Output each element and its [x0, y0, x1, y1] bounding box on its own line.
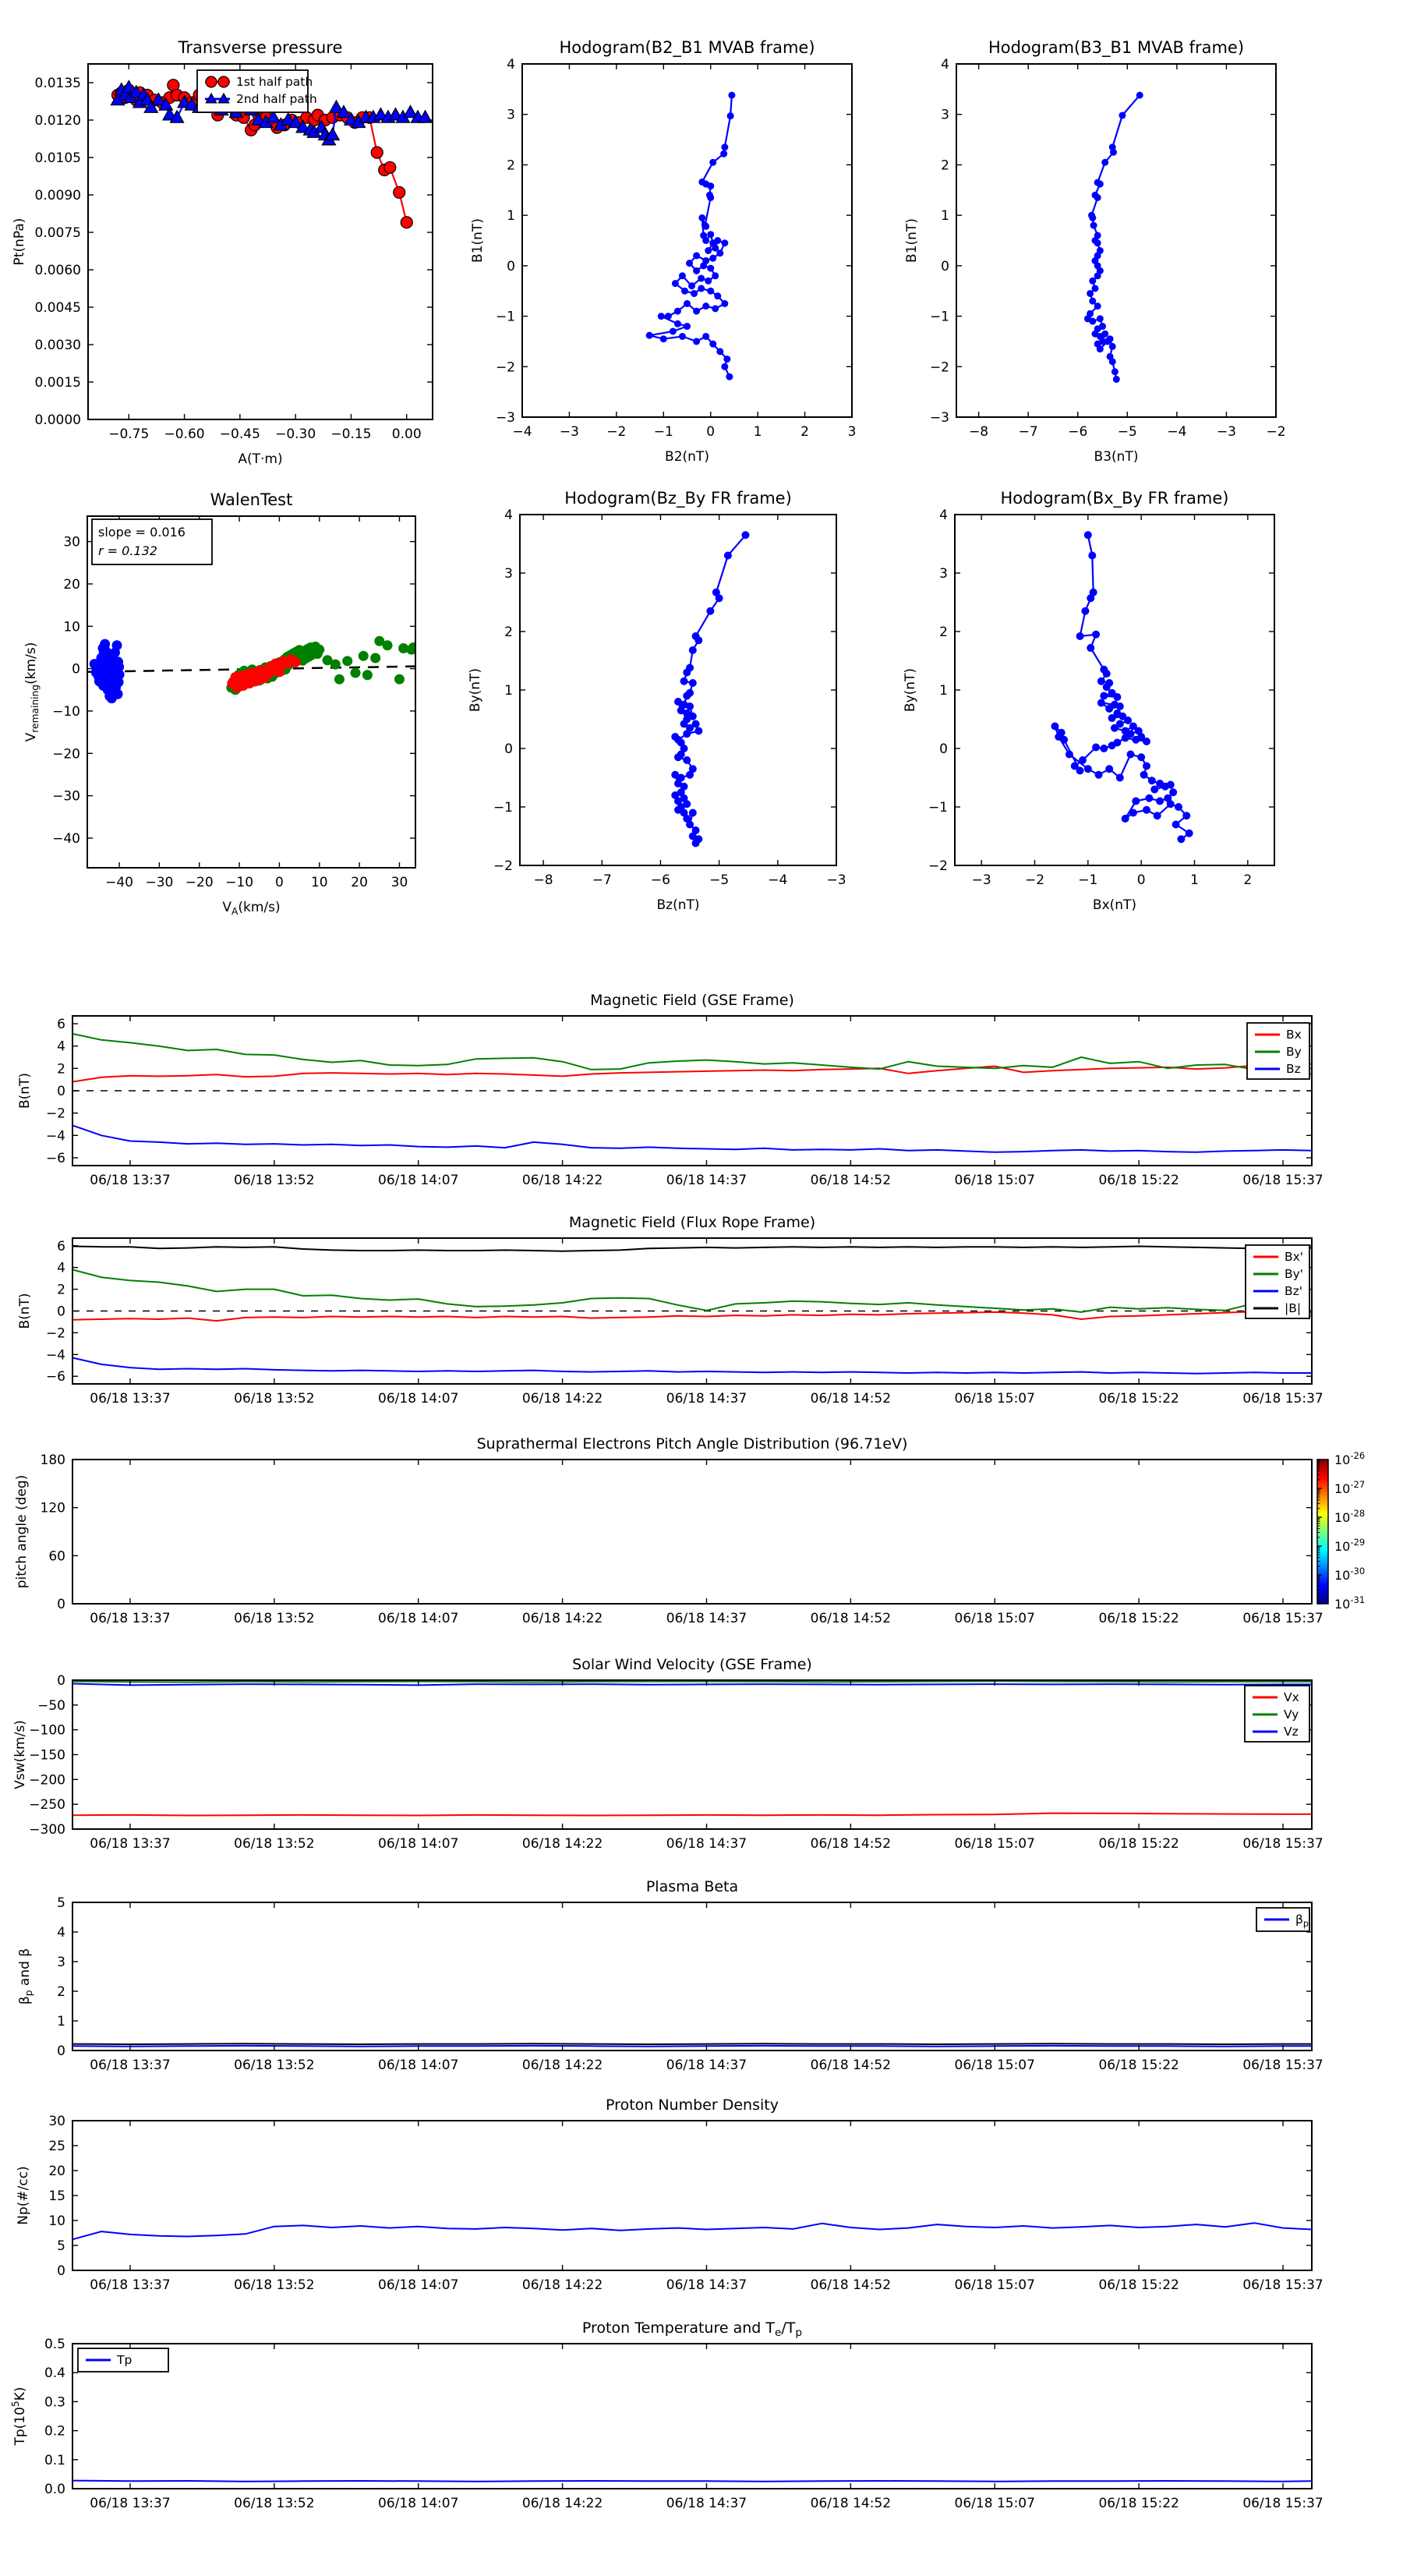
y-tick-label: 25: [48, 2139, 65, 2154]
x-tick-label: 06/18 15:22: [1098, 2058, 1179, 2073]
x-tick-label: 06/18 15:07: [954, 1611, 1035, 1626]
x-tick-label: 06/18 14:22: [521, 2277, 603, 2293]
y-tick-label: −1: [493, 800, 513, 816]
legend-label: Vz: [1284, 1725, 1299, 1739]
y-tick-label: 0.4: [44, 2365, 65, 2382]
y-tick-label: 3: [941, 107, 949, 123]
y-tick-label: 2: [941, 157, 949, 174]
y-tick-label: −1: [928, 800, 948, 816]
y-tick-label: 0: [57, 1084, 65, 1099]
x-tick-label: 06/18 13:52: [234, 2496, 315, 2511]
y-tick-label: −150: [29, 1747, 65, 1764]
x-tick-label: 06/18 15:22: [1098, 1391, 1179, 1407]
panel-proton-density: [16, 2097, 1323, 2293]
y-tick-label: −6: [45, 1150, 65, 1166]
plasma-beta-title: Plasma Beta: [645, 1878, 739, 1895]
y-tick-label: −1: [929, 309, 949, 325]
y-tick-label: 0.0030: [34, 338, 81, 353]
y-tick-label: 4: [57, 1925, 65, 1941]
x-tick-label: 06/18 14:37: [666, 1391, 747, 1407]
x-tick-label: 06/18 13:37: [90, 1836, 171, 1852]
x-tick-label: −2: [1024, 872, 1045, 888]
hodogram-b2-b1-title: Hodogram(B2_B1 MVAB frame): [559, 38, 815, 57]
hodogram-bx-by-title: Hodogram(Bx_By FR frame): [1000, 489, 1229, 508]
colorbar: [1317, 1450, 1365, 1612]
x-tick-label: 06/18 15:37: [1242, 1391, 1323, 1407]
series-Vz: [72, 1684, 1312, 1686]
proton-temperature-title: Proton Temperature and $T_e/T_p$: [581, 2319, 803, 2339]
y-tick-label: 0.0075: [34, 225, 81, 241]
legend-label: Bx': [1285, 1250, 1304, 1264]
y-tick-label: −40: [52, 830, 80, 847]
x-tick-label: 3: [847, 424, 857, 440]
series-Tp: [72, 2481, 1312, 2482]
y-tick-label: 5: [57, 2238, 65, 2254]
x-tick-label: −0.75: [108, 426, 150, 442]
y-tick-label: 20: [48, 2164, 65, 2179]
y-tick-label: 4: [57, 1260, 65, 1276]
x-tick-label: −1: [653, 424, 673, 440]
panel-pitch-angle: [14, 1435, 1365, 1626]
x-tick-label: −7: [592, 872, 612, 888]
legend-label: 1st half path: [236, 75, 313, 89]
y-tick-label: −3: [929, 410, 949, 426]
y-tick-label: 0.1: [44, 2452, 65, 2468]
x-tick-label: 06/18 13:52: [234, 1611, 315, 1626]
y-axis-label: pitch angle (deg): [14, 1474, 30, 1589]
y-tick-label: 0.0015: [34, 375, 81, 391]
y-tick-label: 2: [507, 157, 515, 174]
legend: [1256, 1908, 1309, 1931]
x-tick-label: 06/18 14:22: [521, 1391, 603, 1407]
x-tick-label: 06/18 13:52: [234, 2058, 315, 2073]
x-tick-label: −5: [1117, 424, 1137, 440]
y-axis-label: Vsw(km/s): [12, 1720, 28, 1789]
legend-label: Bz: [1286, 1062, 1301, 1076]
y-tick-label: 1: [939, 683, 948, 699]
y-tick-label: 0: [941, 258, 949, 274]
y-tick-label: −2: [493, 858, 513, 874]
y-axis-label: Np(#/cc): [16, 2166, 31, 2225]
x-tick-label: 06/18 14:37: [666, 1173, 747, 1188]
x-tick-label: 06/18 14:37: [666, 2277, 747, 2293]
y-tick-label: 3: [939, 566, 948, 582]
x-tick-label: −20: [185, 875, 214, 890]
x-tick-label: 06/18 14:07: [378, 1836, 459, 1852]
legend-label: By': [1285, 1267, 1304, 1281]
y-tick-label: 15: [48, 2189, 65, 2204]
x-tick-label: 06/18 15:07: [954, 2277, 1035, 2293]
y-tick-label: 1: [507, 208, 515, 225]
x-tick-label: 06/18 13:37: [90, 1611, 171, 1626]
y-tick-label: 3: [504, 566, 513, 582]
x-tick-label: −3: [559, 424, 579, 440]
x-tick-label: 30: [391, 875, 408, 890]
x-tick-label: 06/18 15:37: [1242, 2058, 1323, 2073]
y-axis-label: $\beta_p$ and β: [17, 1948, 34, 2005]
x-tick-label: 06/18 14:37: [666, 2058, 747, 2073]
panel-solar-wind-velocity: [12, 1656, 1323, 1852]
y-tick-label: 1: [941, 208, 949, 225]
x-tick-label: 20: [351, 875, 368, 890]
panel-mag-field-fr: [17, 1214, 1323, 1407]
y-tick-label: 2: [57, 1984, 65, 2000]
panel-mag-field-gse: [17, 992, 1323, 1188]
x-tick-label: 06/18 14:52: [810, 1611, 892, 1626]
y-tick-label: 0: [57, 1673, 65, 1689]
y-tick-label: 0: [57, 1597, 65, 1612]
y-tick-label: 0.0120: [34, 113, 81, 129]
y-axis-label: B(nT): [17, 1072, 33, 1109]
y-tick-label: 0: [57, 1304, 65, 1320]
legend-label: Bx: [1286, 1028, 1302, 1042]
y-tick-label: −6: [45, 1369, 65, 1385]
x-tick-label: −8: [533, 872, 553, 888]
x-axis-label: Bx(nT): [1092, 897, 1137, 913]
y-tick-label: −10: [52, 703, 80, 720]
panel-hodogram-bz-by: [468, 489, 846, 913]
legend-label: $\beta_p$: [1295, 1913, 1309, 1929]
x-tick-label: 06/18 14:52: [810, 1836, 892, 1852]
x-tick-label: −2: [1266, 424, 1286, 440]
legend: [197, 70, 317, 112]
y-tick-label: 2: [57, 1061, 65, 1077]
x-tick-label: −0.45: [219, 426, 260, 442]
x-tick-label: 06/18 15:07: [954, 1391, 1035, 1407]
x-tick-label: −4: [768, 872, 788, 888]
y-tick-label: −2: [928, 858, 948, 874]
y-tick-label: 30: [63, 534, 80, 550]
y-tick-label: −2: [495, 359, 515, 376]
x-tick-label: 06/18 14:22: [521, 1173, 603, 1188]
y-tick-label: 4: [504, 508, 513, 523]
x-axis-label: A(T·m): [238, 451, 283, 467]
y-tick-label: −30: [52, 788, 80, 805]
x-tick-label: 06/18 14:07: [378, 1611, 459, 1626]
y-tick-label: −250: [29, 1797, 65, 1813]
x-tick-label: −1: [1078, 872, 1098, 888]
y-tick-label: 6: [57, 1238, 65, 1254]
solar-wind-velocity-title: Solar Wind Velocity (GSE Frame): [572, 1656, 812, 1673]
y-tick-label: 20: [63, 576, 80, 593]
y-axis-label: B(nT): [17, 1293, 33, 1329]
x-tick-label: −3: [1216, 424, 1236, 440]
y-axis-label: By(nT): [903, 667, 918, 713]
y-axis-label: B1(nT): [904, 218, 920, 263]
hodogram-b3-b1-title: Hodogram(B3_B1 MVAB frame): [988, 38, 1245, 57]
x-axis-label: B3(nT): [1094, 449, 1139, 465]
x-tick-label: −8: [969, 424, 989, 440]
x-tick-label: 06/18 15:37: [1242, 2277, 1323, 2293]
colorbar-label: $10^{-27}$: [1334, 1479, 1366, 1496]
panel-hodogram-b3-b1: [904, 38, 1286, 465]
y-tick-label: 0.0105: [34, 150, 81, 166]
y-tick-label: 10: [48, 2213, 65, 2229]
y-tick-label: −50: [37, 1697, 65, 1714]
legend: [1247, 1023, 1309, 1079]
x-tick-label: −30: [145, 875, 174, 890]
walen-test-title: WalenTest: [210, 490, 293, 509]
panel-walen-test: [23, 490, 419, 917]
panel-transverse-pressure: [12, 38, 433, 467]
x-tick-label: 10: [310, 875, 328, 890]
x-tick-label: 06/18 14:07: [378, 2058, 459, 2073]
y-tick-label: −4: [45, 1128, 65, 1145]
x-tick-label: 06/18 15:07: [954, 2496, 1035, 2511]
legend-label: By: [1286, 1045, 1302, 1059]
panel-proton-temperature: [10, 2319, 1323, 2511]
y-axis-label: B1(nT): [470, 218, 486, 263]
legend-label: Bz': [1285, 1284, 1303, 1298]
y-tick-label: 4: [57, 1039, 65, 1055]
colorbar-label: $10^{-28}$: [1334, 1508, 1366, 1525]
x-tick-label: 06/18 15:22: [1098, 1611, 1179, 1626]
y-axis-label: By(nT): [468, 667, 483, 713]
y-tick-label: 30: [48, 2114, 65, 2129]
colorbar-label: $10^{-31}$: [1334, 1594, 1366, 1612]
x-tick-label: 06/18 15:37: [1242, 1836, 1323, 1852]
x-axis-label: B2(nT): [665, 449, 709, 465]
y-tick-label: 0: [504, 741, 513, 757]
x-tick-label: −7: [1018, 424, 1038, 440]
x-tick-label: 06/18 14:07: [378, 2496, 459, 2511]
y-tick-label: 0: [72, 661, 80, 678]
y-tick-label: 0.0060: [34, 263, 81, 278]
y-tick-label: 3: [57, 1955, 65, 1970]
y-tick-label: −300: [29, 1822, 65, 1838]
y-tick-label: −20: [52, 746, 80, 763]
mag-field-fr-title: Magnetic Field (Flux Rope Frame): [568, 1214, 816, 1231]
y-tick-label: 4: [941, 57, 949, 73]
x-tick-label: 06/18 14:52: [810, 1173, 892, 1188]
y-tick-label: 0.0135: [34, 76, 81, 91]
y-tick-label: 4: [939, 508, 948, 523]
x-tick-label: −5: [709, 872, 730, 888]
x-tick-label: 06/18 13:37: [90, 2277, 171, 2293]
y-tick-label: 60: [48, 1548, 65, 1565]
x-tick-label: 1: [1190, 872, 1199, 888]
y-axis-label: $Tp(10^5K)$: [10, 2387, 28, 2446]
x-tick-label: −10: [225, 875, 254, 890]
legend-label: Vy: [1284, 1707, 1299, 1721]
y-tick-label: −200: [29, 1772, 65, 1789]
x-tick-label: −4: [512, 424, 532, 440]
y-tick-label: −2: [45, 1325, 65, 1342]
y-tick-label: 6: [57, 1017, 65, 1033]
mag-field-gse-title: Magnetic Field (GSE Frame): [590, 992, 794, 1009]
y-tick-label: 2: [939, 625, 948, 640]
y-tick-label: −2: [45, 1106, 65, 1122]
y-axis-label: $V_{remaining}(km/s)$: [23, 642, 41, 742]
y-tick-label: 0.3: [44, 2394, 65, 2411]
x-tick-label: −3: [971, 872, 991, 888]
series-beta_p: [72, 2046, 1312, 2047]
y-tick-label: 0.5: [44, 2337, 65, 2352]
pitch-angle-title: Suprathermal Electrons Pitch Angle Distribution (96.71eV): [476, 1435, 908, 1453]
colorbar-label: $10^{-26}$: [1334, 1450, 1366, 1467]
y-tick-label: 10: [63, 619, 80, 635]
transverse-pressure-title: Transverse pressure: [178, 38, 343, 57]
y-tick-label: 180: [40, 1453, 65, 1468]
y-tick-label: 0.0: [44, 2482, 65, 2497]
x-tick-label: −0.60: [164, 426, 205, 442]
x-tick-label: 06/18 15:07: [954, 2058, 1035, 2073]
x-tick-label: 06/18 14:37: [666, 1836, 747, 1852]
y-tick-label: 1: [57, 2014, 65, 2029]
x-tick-label: 06/18 15:37: [1242, 1173, 1323, 1188]
x-tick-label: −0.15: [330, 426, 372, 442]
y-tick-label: 0: [507, 258, 515, 274]
x-tick-label: 0: [1136, 872, 1146, 888]
hodogram-bz-by-title: Hodogram(Bz_By FR frame): [564, 489, 792, 508]
x-tick-label: 06/18 14:52: [810, 2277, 892, 2293]
y-tick-label: −4: [45, 1347, 65, 1364]
x-axis-label: Bz(nT): [656, 897, 700, 913]
annotation-line: r = 0.132: [98, 543, 157, 558]
legend-label: Vx: [1284, 1690, 1299, 1704]
x-tick-label: −40: [105, 875, 134, 890]
x-tick-label: 06/18 14:22: [521, 2058, 603, 2073]
x-tick-label: −0.30: [275, 426, 316, 442]
colorbar-label: $10^{-29}$: [1334, 1537, 1366, 1554]
x-tick-label: 06/18 13:37: [90, 1391, 171, 1407]
x-tick-label: 06/18 14:22: [521, 1836, 603, 1852]
panel-hodogram-b2-b1: [470, 38, 856, 465]
y-tick-label: 4: [507, 57, 515, 73]
x-tick-label: 06/18 13:52: [234, 2277, 315, 2293]
y-axis-label: Pt(nPa): [12, 218, 27, 266]
y-tick-label: 0: [57, 2043, 65, 2059]
x-tick-label: 06/18 14:37: [666, 2496, 747, 2511]
series-group: [72, 2481, 1312, 2482]
legend-label: Tp: [117, 2353, 133, 2367]
x-tick-label: 06/18 13:37: [90, 1173, 171, 1188]
series-beta: [72, 2043, 1312, 2044]
x-tick-label: 06/18 14:07: [378, 2277, 459, 2293]
x-tick-label: 06/18 14:52: [810, 2058, 892, 2073]
x-axis-label: $V_A(km/s)$: [222, 900, 281, 917]
x-tick-label: −6: [1068, 424, 1088, 440]
y-tick-label: 0: [57, 2263, 65, 2279]
x-tick-label: 06/18 14:52: [810, 1391, 892, 1407]
x-tick-label: 0: [275, 875, 284, 890]
y-tick-label: 0: [939, 741, 948, 757]
proton-density-title: Proton Number Density: [606, 2097, 779, 2114]
legend: [1246, 1245, 1309, 1318]
x-tick-label: −2: [606, 424, 627, 440]
x-tick-label: 06/18 14:22: [521, 1611, 603, 1626]
legend: [78, 2348, 168, 2372]
y-tick-label: 2: [57, 1282, 65, 1298]
x-tick-label: 06/18 13:37: [90, 2058, 171, 2073]
x-tick-label: −3: [826, 872, 846, 888]
x-tick-label: 06/18 15:37: [1242, 1611, 1323, 1626]
x-tick-label: 0.00: [391, 426, 422, 442]
y-tick-label: −1: [495, 309, 515, 325]
x-tick-label: 06/18 14:07: [378, 1173, 459, 1188]
y-tick-label: 3: [507, 107, 515, 123]
x-tick-label: 06/18 15:37: [1242, 2496, 1323, 2511]
x-tick-label: 2: [1243, 872, 1253, 888]
x-tick-label: −6: [650, 872, 670, 888]
x-tick-label: 1: [753, 424, 762, 440]
x-tick-label: 06/18 14:52: [810, 2496, 892, 2511]
x-tick-label: 06/18 13:52: [234, 1836, 315, 1852]
annotation-box: [92, 519, 212, 564]
y-tick-label: −2: [929, 359, 949, 376]
x-tick-label: 06/18 13:52: [234, 1391, 315, 1407]
x-tick-label: 06/18 15:22: [1098, 1836, 1179, 1852]
x-tick-label: 06/18 14:37: [666, 1611, 747, 1626]
y-tick-label: 1: [504, 683, 513, 699]
colorbar-label: $10^{-30}$: [1334, 1566, 1366, 1583]
x-tick-label: 06/18 15:07: [954, 1836, 1035, 1852]
x-tick-label: 06/18 13:37: [90, 2496, 171, 2511]
x-tick-label: 0: [706, 424, 716, 440]
x-tick-label: 06/18 13:52: [234, 1173, 315, 1188]
x-tick-label: 06/18 14:07: [378, 1391, 459, 1407]
panel-plasma-beta: [17, 1878, 1323, 2073]
y-tick-label: 5: [57, 1895, 65, 1911]
legend: [1245, 1686, 1309, 1742]
y-tick-label: 0.0000: [34, 412, 81, 428]
y-tick-label: −3: [495, 410, 515, 426]
panel-hodogram-bx-by: [903, 489, 1274, 913]
x-tick-label: 06/18 15:07: [954, 1173, 1035, 1188]
x-tick-label: 2: [800, 424, 809, 440]
y-tick-label: 0.2: [44, 2423, 65, 2440]
y-tick-label: 0.0090: [34, 188, 81, 203]
y-tick-label: 120: [40, 1500, 65, 1516]
x-tick-label: 06/18 15:22: [1098, 2277, 1179, 2293]
legend-label: 2nd half path: [236, 92, 317, 106]
x-tick-label: 06/18 15:22: [1098, 1173, 1179, 1188]
x-tick-label: 06/18 15:22: [1098, 2496, 1179, 2511]
annotation-line: slope = 0.016: [98, 525, 186, 540]
series-Vy: [72, 1681, 1312, 1682]
y-tick-label: 2: [504, 625, 513, 640]
legend-label: |B|: [1285, 1301, 1302, 1315]
y-tick-label: 0.0045: [34, 300, 81, 316]
x-tick-label: 06/18 14:22: [521, 2496, 603, 2511]
y-tick-label: −100: [29, 1722, 65, 1739]
x-tick-label: −4: [1167, 424, 1187, 440]
